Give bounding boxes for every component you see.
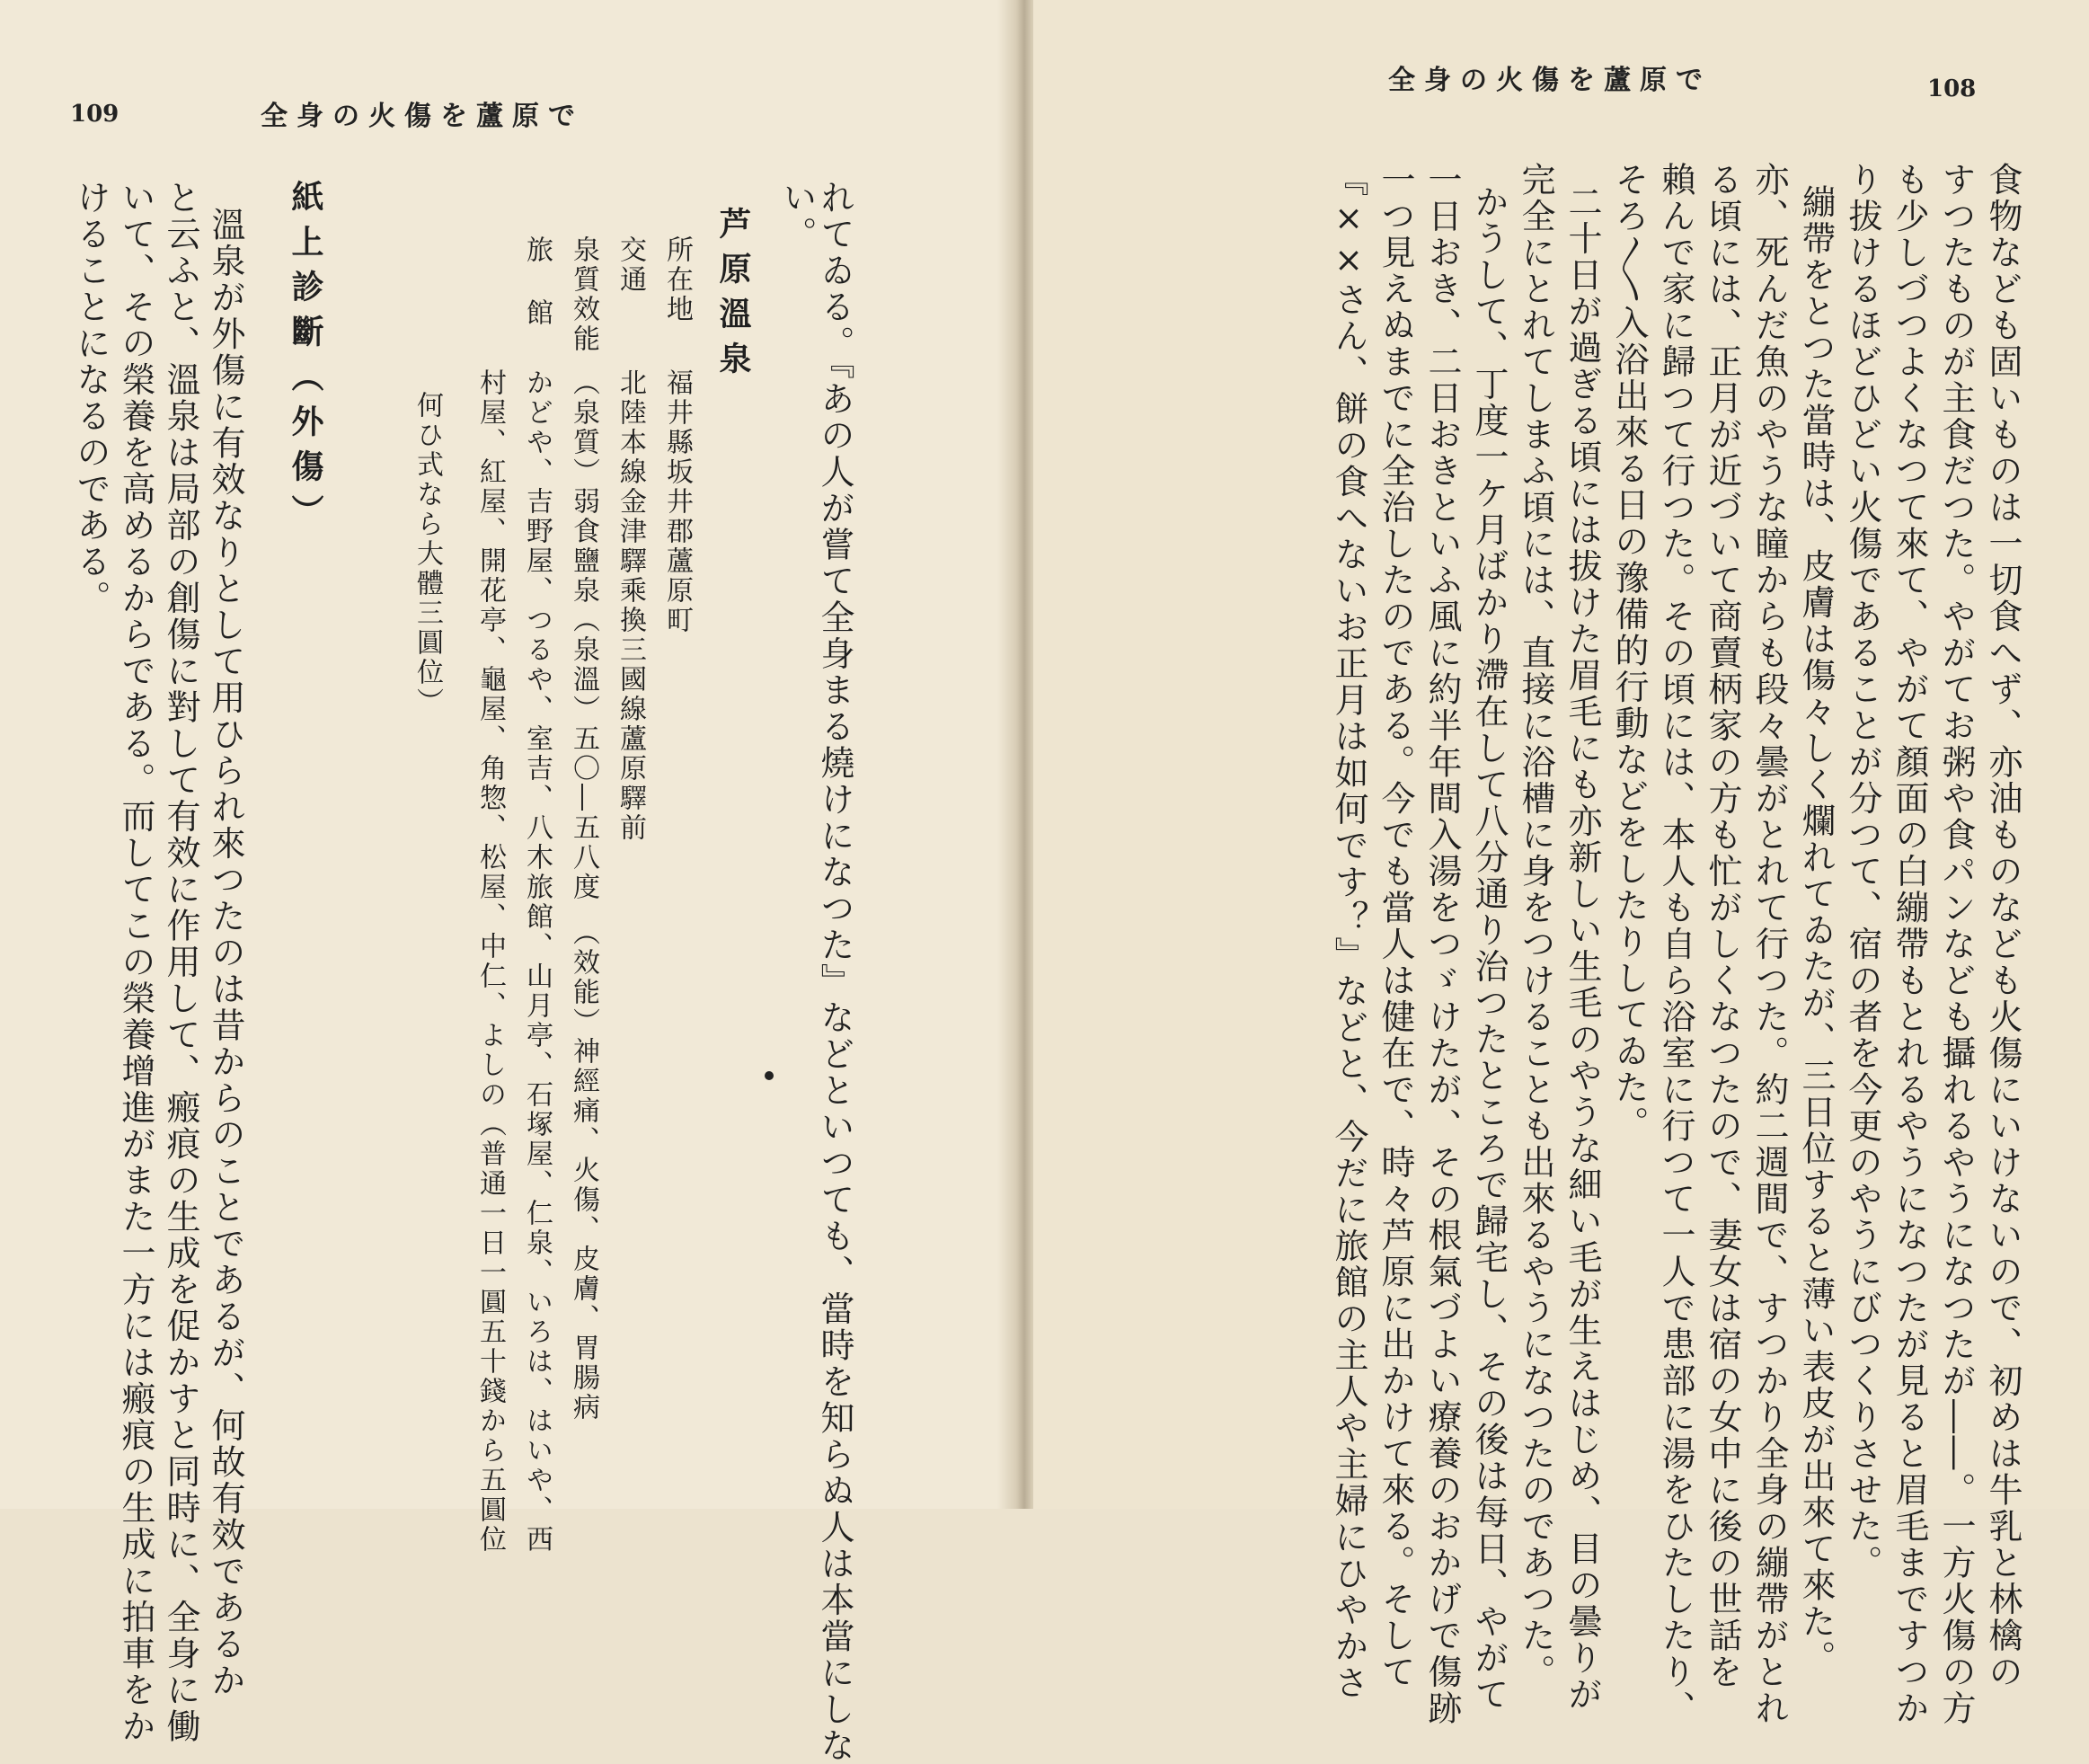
text-column: り拔けるほどひどい火傷であることが分つて、宿の者を今更のやうにびつくりさせた。 <box>1843 162 1882 1582</box>
text-column: 一つ見えぬまでに全治したのである。今でも當人は健在で、時々芦原に出かけて來る。そして <box>1376 162 1415 1690</box>
text-column: すつたものが主食だつた。やがてお粥や食パンなども攝れるやうになつたが――。一方火傷の方 <box>1936 162 1976 1727</box>
info-label: 泉質效能 <box>568 235 599 354</box>
left-page <box>0 0 1015 1764</box>
text-column: けることになるのである。 <box>71 180 111 616</box>
text-column: る頃には、正月が近づいて商賣柄家の方も忙がしくなつたので、妻女は宿の女中に後の世話を <box>1703 162 1742 1690</box>
text-column: 溫泉が外傷に有效なりとして用ひられ來つたのは昔からのことであるが、何故有效であるか <box>206 207 245 1699</box>
text-column: も少しづつよくなつて來て、やがて顏面の白繃帶もとれるやうになつたが見ると眉毛まですつか <box>1890 162 1929 1727</box>
text-column: と云ふと、溫泉は局部の創傷に對して有效に作用して、瘢痕の生成を促かすと同時に、全身に働 <box>161 180 200 1745</box>
text-column: 食物なども固いものは一切食へず、亦油ものなども火傷にいけないので、初めは牛乳と林檎の <box>1983 162 2023 1690</box>
info-value: 福井縣坂井郡蘆原町 <box>661 368 693 635</box>
onsen-title: 芦原溫泉 <box>714 207 752 386</box>
page-number: 109 <box>70 101 119 128</box>
right-page <box>1033 0 2089 1727</box>
running-head: 全身の火傷を蘆原で <box>261 101 584 132</box>
text-column: そろ〳〵入浴出來る日の豫備的行動などをしたりしてゐた。 <box>1609 162 1649 1142</box>
section-title: 紙上診斷（外傷） <box>287 180 324 539</box>
info-value-continued: 村屋、紅屋、開花亭、龜屋、角惣、松屋、中仁、よしの（普通一日一圓五十錢から五圓位 <box>474 368 506 1555</box>
text-column: 二十日が過ぎる頃には拔けた眉毛にも亦新しい生毛のやうな細い毛が生えはじめ、目の曇りが <box>1562 184 1602 1713</box>
text-column: 『××さん、餅の食へないお正月は如何です？』などと、今だに旅館の主人や主婦にひやかさ <box>1329 162 1368 1701</box>
info-label: 旅館 <box>521 235 553 361</box>
running-head: 全身の火傷を蘆原で <box>1388 65 1712 96</box>
info-value-continued: 何ひ式なら大體三圓位） <box>412 391 443 717</box>
text-column: 繃帶をとつた當時は、皮膚は傷々しく爛れてゐたが、三日位すると薄い表皮が出來て來た。 <box>1796 184 1836 1677</box>
info-value: 北陸本線金津驛乘換三國線蘆原驛前 <box>615 368 646 843</box>
ink-dot <box>765 1071 774 1080</box>
info-value: かどや、吉野屋、つるや、室吉、八木旅館、山月亭、石塚屋、仁泉、いろは、はいや、西 <box>521 368 553 1555</box>
text-column: 賴んで家に歸つて行つた。その頃には、本人も自ら浴室に行つて一人で患部に湯をひたしたり、 <box>1656 162 1695 1727</box>
info-label: 所在地 <box>661 235 693 324</box>
info-label: 交通 <box>615 235 646 295</box>
text-column: 一日おき、二日おきといふ風に約半年間入湯をつゞけたが、その根氣づよい療養のおかげで傷跡 <box>1422 162 1462 1727</box>
text-column: 完全にとれてしまふ頃には、直接に浴槽に身をつけることも出來るやうになつたのであつた。 <box>1516 162 1555 1690</box>
page-number: 108 <box>1927 75 1977 102</box>
info-value: （泉質）弱食鹽泉（泉溫）五〇―五八度 （效能）神經痛、火傷、皮膚、胃腸病 <box>568 368 599 1423</box>
text-column: 亦、死んだ魚のやうな瞳からも段々曇がとれて行つた。約二週間で、すつかり全身の繃帶がとれ <box>1749 162 1789 1727</box>
text-column: い。 <box>777 180 817 253</box>
text-column: いて、その榮養を高めるからである。而してこの榮養增進がまた一方には瘢痕の生成に拍車をか <box>116 180 155 1745</box>
text-column: かうして、丁度一ケ月ばかり滯在して八分通り治つたところで歸宅し、その後は每日、やがて <box>1469 184 1509 1713</box>
text-column: れてゐる。『あの人が嘗て全身まる燒けになつた』などといつても、當時を知らぬ人は本當にしな <box>815 180 854 1764</box>
